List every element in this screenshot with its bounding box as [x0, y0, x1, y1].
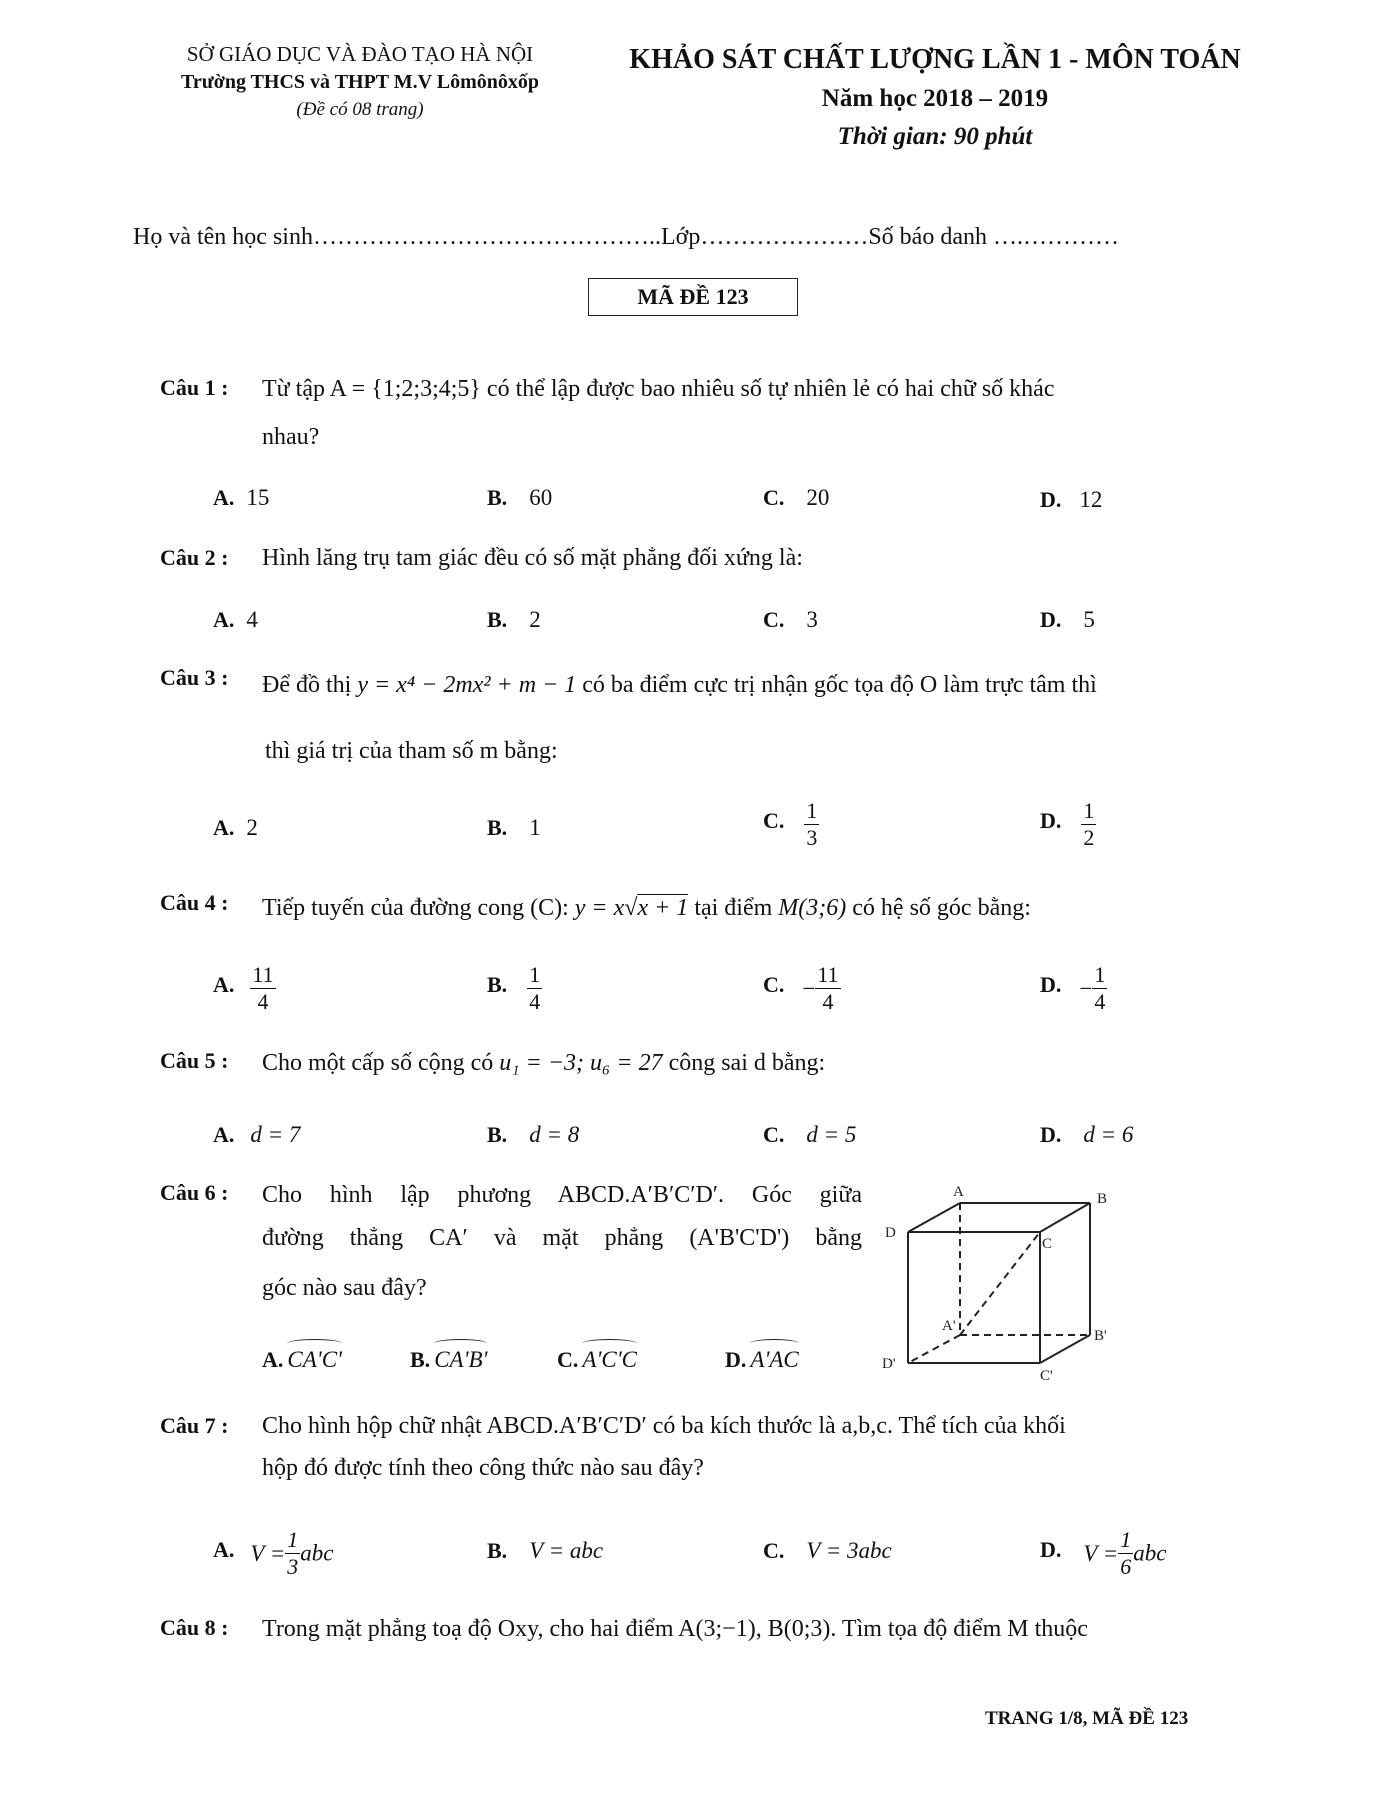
text-post: có hệ số góc bằng:	[846, 895, 1031, 921]
fraction	[1092, 962, 1107, 1015]
formula-pre: V =	[1083, 1540, 1119, 1566]
question-label: Câu 3 :	[160, 665, 229, 690]
option-d[interactable]	[725, 1347, 799, 1373]
denominator: 4	[529, 989, 541, 1014]
question-label: Câu 8 :	[160, 1615, 229, 1640]
header-left	[140, 40, 580, 124]
fraction	[250, 962, 275, 1015]
vertex-label-B: B	[1097, 1191, 1108, 1207]
text-post: công sai d bằng:	[662, 1050, 826, 1076]
option-c[interactable]	[763, 607, 818, 633]
option-b[interactable]	[487, 485, 552, 511]
option-b[interactable]	[487, 607, 541, 633]
angle-value: CA'B'	[434, 1347, 488, 1372]
numerator: 11	[252, 962, 274, 987]
question-text-cont: hộp đó được tính theo công thức nào sau đây?	[262, 1455, 704, 1481]
formula-pre: V =	[250, 1540, 286, 1566]
option-value: d = 6	[1083, 1122, 1134, 1147]
option-letter: D.	[725, 1347, 747, 1372]
option-letter: B.	[487, 815, 508, 840]
option-letter: B.	[487, 1538, 508, 1563]
fraction	[527, 962, 542, 1015]
vertex-label-A: A	[953, 1184, 964, 1200]
option-value: V = abc	[529, 1538, 604, 1563]
question-label: Câu 4 :	[160, 890, 229, 915]
option-value: 1	[529, 815, 541, 840]
option-d[interactable]	[1040, 487, 1102, 513]
student-info-line: Họ và tên học sinh……………………………………..Lớp…………………Số báo danh ….…………	[133, 224, 1119, 250]
question-text: Trong mặt phẳng toạ độ Oxy, cho hai điểm A(3;−1), B(0;3). Tìm tọa độ điểm M thuộc	[262, 1616, 1088, 1642]
option-a[interactable]	[213, 607, 258, 633]
option-letter: A.	[262, 1347, 284, 1372]
denominator: 4	[1094, 989, 1106, 1014]
minus-sign: −	[802, 975, 816, 1001]
option-value: 5	[1083, 607, 1095, 632]
point: M(3;6)	[778, 895, 847, 921]
angle-value: CA'C'	[287, 1347, 342, 1372]
pages-note: (Đề có 08 trang)	[296, 99, 424, 120]
denominator: 2	[1083, 825, 1095, 850]
option-letter: A.	[213, 1537, 235, 1563]
option-letter: D.	[1040, 607, 1062, 632]
option-value: d = 7	[250, 1122, 301, 1147]
vertex-label-B1: B'	[1094, 1328, 1107, 1344]
hidden-edge-A1D1	[908, 1335, 960, 1363]
option-value: V = 3abc	[806, 1538, 892, 1563]
option-letter: A.	[213, 607, 235, 632]
option-letter: C.	[763, 1538, 785, 1563]
option-letter: C.	[763, 485, 785, 510]
option-value: 3	[806, 607, 818, 632]
option-value: d = 8	[529, 1122, 580, 1147]
option-letter: B.	[487, 1122, 508, 1147]
question-label: Câu 6 :	[160, 1180, 229, 1205]
minus-sign: −	[1079, 975, 1093, 1001]
option-d[interactable]	[1040, 607, 1095, 633]
option-d[interactable]	[1040, 1527, 1167, 1580]
school-name: Trường THCS và THPT M.V Lômônôxốp	[181, 71, 539, 93]
option-value: 15	[246, 485, 270, 510]
text-post: có ba điểm cực trị nhận gốc tọa độ O làm trực tâm thì	[576, 672, 1097, 698]
page-footer: TRANG 1/8, MÃ ĐỀ 123	[985, 1708, 1189, 1729]
question-label: Câu 1 :	[160, 375, 229, 400]
vertex-label-C: C	[1042, 1236, 1053, 1252]
option-letter: C.	[763, 1122, 785, 1147]
exam-title: KHẢO SÁT CHẤT LƯỢNG LẦN 1 - MÔN TOÁN	[629, 44, 1241, 75]
denominator: 4	[257, 989, 269, 1014]
angle-value: A'C'C	[582, 1347, 637, 1372]
numerator: 1	[1120, 1527, 1132, 1552]
question-text: Cho hình hộp chữ nhật ABCD.A′B′C′D′ có ba kích thước là a,b,c. Thể tích của khối	[262, 1413, 1066, 1439]
option-d[interactable]	[1040, 798, 1096, 851]
vertex-label-A1: A'	[942, 1318, 956, 1334]
option-a[interactable]	[213, 815, 258, 841]
option-letter: A.	[213, 815, 235, 840]
question-text-cont: nhau?	[262, 424, 320, 450]
option-c[interactable]	[763, 798, 819, 851]
fraction	[285, 1527, 300, 1580]
formula: y = x	[574, 895, 625, 921]
edge-C1B1	[1040, 1335, 1090, 1363]
option-letter: D.	[1040, 972, 1062, 998]
option-b[interactable]	[487, 1122, 579, 1148]
option-letter: C.	[763, 607, 785, 632]
option-b[interactable]	[410, 1347, 487, 1373]
cube-figure	[870, 1170, 1120, 1390]
option-value: 60	[529, 485, 553, 510]
fraction	[815, 962, 840, 1015]
exam-duration: Thời gian: 90 phút	[837, 123, 1033, 150]
option-letter: B.	[487, 972, 508, 998]
formula-post: abc	[300, 1540, 334, 1566]
option-letter: B.	[410, 1347, 431, 1372]
option-c[interactable]	[763, 1538, 892, 1564]
question-text	[262, 1050, 825, 1077]
numerator: 1	[806, 798, 818, 823]
header-right	[610, 40, 1260, 156]
question-text	[262, 672, 1097, 699]
formula: u₁ = −3; u₆ = 27	[499, 1050, 663, 1076]
text-pre: Để đồ thị	[262, 672, 358, 698]
option-c[interactable]	[763, 1122, 856, 1148]
vertex-label-D: D	[885, 1225, 896, 1241]
formula: y = x⁴ − 2mx² + m − 1	[357, 672, 577, 698]
text-pre: Cho một cấp số cộng có	[262, 1050, 500, 1076]
question-text: Hình lăng trụ tam giác đều có số mặt phẳng đối xứng là:	[262, 545, 803, 571]
question-text-cont: góc nào sau đây?	[262, 1275, 427, 1301]
option-b[interactable]	[487, 815, 541, 841]
fraction	[1081, 798, 1096, 851]
option-letter: D.	[1040, 487, 1062, 512]
denominator: 3	[806, 825, 818, 850]
option-letter: C.	[557, 1347, 579, 1372]
option-c[interactable]	[763, 485, 829, 511]
sqrt-radicand: x + 1	[637, 895, 689, 921]
question-label: Câu 2 :	[160, 545, 229, 570]
question-text: Cho hình lập phương ABCD.A′B′C′D′. Góc giữa	[262, 1182, 862, 1208]
diagonal-A1C	[960, 1232, 1040, 1335]
text-mid: tại điểm	[688, 895, 779, 921]
option-letter: A.	[213, 972, 235, 998]
edge-DA	[908, 1203, 960, 1232]
fraction	[804, 798, 819, 851]
department-name: SỞ GIÁO DỤC VÀ ĐÀO TẠO HÀ NỘI	[186, 42, 534, 66]
option-d[interactable]	[1040, 962, 1107, 1015]
angle-value: A'AC	[750, 1347, 799, 1372]
question-text-cont: đường thẳng CA′ và mặt phẳng (A'B'C'D') bằng	[262, 1225, 862, 1251]
option-b[interactable]	[487, 962, 542, 1015]
question-label: Câu 7 :	[160, 1413, 229, 1438]
sqrt-sign: √	[624, 895, 638, 921]
option-a[interactable]	[213, 1122, 300, 1148]
denominator: 3	[287, 1554, 299, 1579]
vertex-label-D1: D'	[882, 1356, 896, 1372]
option-letter: B.	[487, 485, 508, 510]
option-letter: C.	[763, 972, 785, 998]
option-a[interactable]	[213, 1527, 334, 1580]
formula-post: abc	[1133, 1540, 1167, 1566]
option-value: 2	[529, 607, 541, 632]
numerator: 1	[1094, 962, 1106, 987]
numerator: 1	[1083, 798, 1095, 823]
vertex-label-C1: C'	[1040, 1368, 1053, 1384]
fraction	[1118, 1527, 1133, 1580]
option-d[interactable]	[1040, 1122, 1133, 1148]
numerator: 1	[529, 962, 541, 987]
option-value: 12	[1079, 487, 1103, 512]
text-pre: Tiếp tuyến của đường cong (C):	[262, 895, 575, 921]
option-letter: D.	[1040, 808, 1062, 834]
option-c[interactable]	[763, 962, 841, 1015]
option-b[interactable]	[487, 1538, 603, 1564]
option-value: 4	[246, 607, 258, 632]
numerator: 11	[817, 962, 839, 987]
option-letter: A.	[213, 485, 235, 510]
option-a[interactable]	[213, 962, 276, 1015]
option-value: 2	[246, 815, 258, 840]
question-text	[262, 895, 1031, 922]
question-label: Câu 5 :	[160, 1048, 229, 1073]
option-value: d = 5	[806, 1122, 857, 1147]
option-letter: C.	[763, 808, 785, 834]
option-letter: A.	[213, 1122, 235, 1147]
option-letter: B.	[487, 607, 508, 632]
denominator: 6	[1120, 1554, 1132, 1579]
school-year: Năm học 2018 – 2019	[821, 85, 1049, 112]
denominator: 4	[822, 989, 834, 1014]
question-text-cont: thì giá trị của tham số m bằng:	[265, 738, 558, 764]
option-a[interactable]	[262, 1347, 342, 1373]
option-letter: D.	[1040, 1537, 1062, 1563]
question-text: Từ tập A = {1;2;3;4;5} có thể lập được bao nhiêu số tự nhiên lẻ có hai chữ số khác	[262, 376, 1055, 402]
numerator: 1	[287, 1527, 299, 1552]
edge-CB	[1040, 1203, 1090, 1232]
option-a[interactable]	[213, 485, 269, 511]
exam-code-box: MÃ ĐỀ 123	[588, 278, 798, 316]
option-c[interactable]	[557, 1347, 637, 1373]
option-letter: D.	[1040, 1122, 1062, 1147]
option-value: 20	[806, 485, 830, 510]
